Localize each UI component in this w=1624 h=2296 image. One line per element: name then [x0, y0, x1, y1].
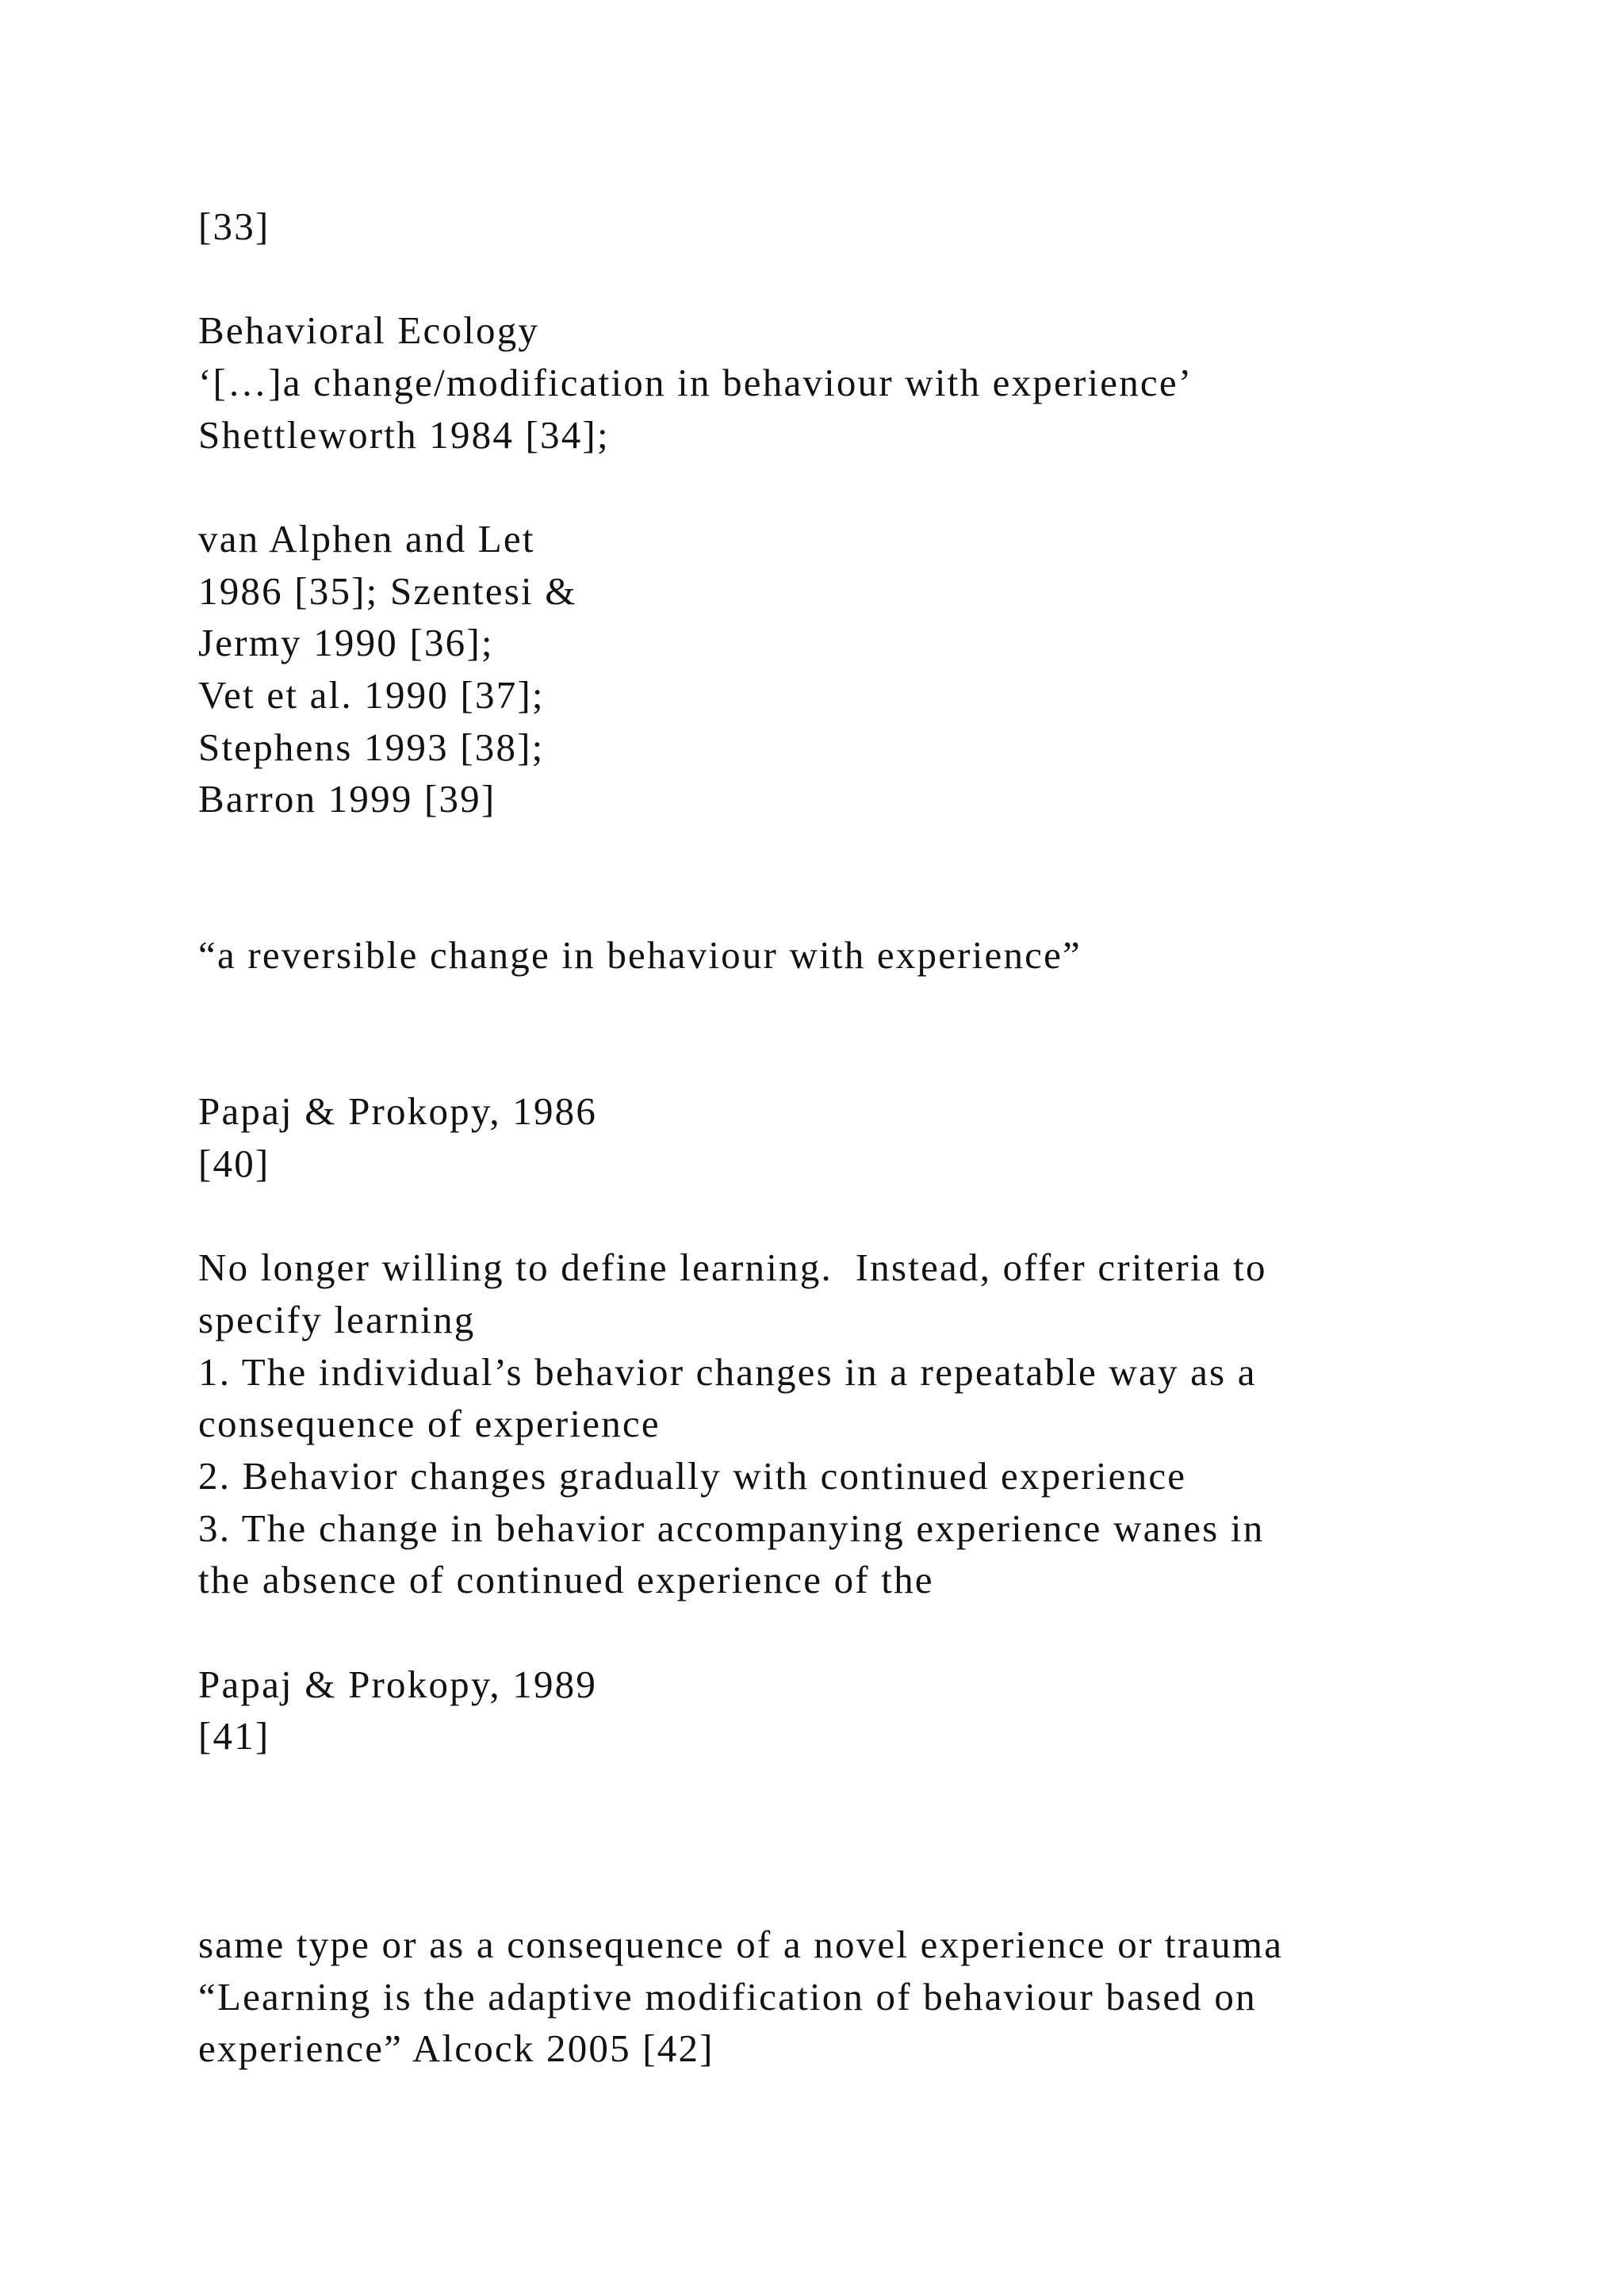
text-line: same type or as a consequence of a novel experience or trauma [198, 1923, 1284, 1966]
citation-line: Papaj & Prokopy, 1989 [198, 1663, 598, 1706]
text-line: ‘[…]a change/modification in behaviour with experience’ [198, 361, 1193, 404]
text-line: Barron 1999 [39] [198, 777, 496, 821]
list-item: 1. The individual’s behavior changes in a repeatable way as a [198, 1350, 1257, 1394]
text-line: Jermy 1990 [36]; [198, 621, 494, 664]
text-line: [33] [198, 205, 270, 248]
list-item: consequence of experience [198, 1402, 661, 1445]
quote-line: “Learning is the adaptive modification of behaviour based on [198, 1975, 1257, 2019]
text-line: Vet et al. 1990 [37]; [198, 673, 545, 717]
quote-line: “a reversible change in behaviour with experience” [198, 933, 1082, 977]
text-line: van Alphen and Let [198, 517, 535, 561]
quote-line: experience” Alcock 2005 [42] [198, 2026, 714, 2070]
list-item: 3. The change in behavior accompanying experience wanes in [198, 1506, 1265, 1550]
text-line: No longer willing to define learning. Instead, offer criteria to [198, 1246, 1267, 1289]
list-item: 2. Behavior changes gradually with continued experience [198, 1454, 1187, 1498]
text-line: Stephens 1993 [38]; [198, 725, 545, 769]
list-item: the absence of continued experience of the [198, 1558, 934, 1601]
reference-number: [41] [198, 1714, 270, 1758]
text-line: specify learning [198, 1298, 476, 1341]
text-line: Shettleworth 1984 [34]; [198, 413, 610, 457]
reference-number: [40] [198, 1142, 270, 1185]
text-line: 1986 [35]; Szentesi & [198, 569, 577, 613]
citation-line: Papaj & Prokopy, 1986 [198, 1089, 598, 1133]
text-line: Behavioral Ecology [198, 308, 540, 352]
